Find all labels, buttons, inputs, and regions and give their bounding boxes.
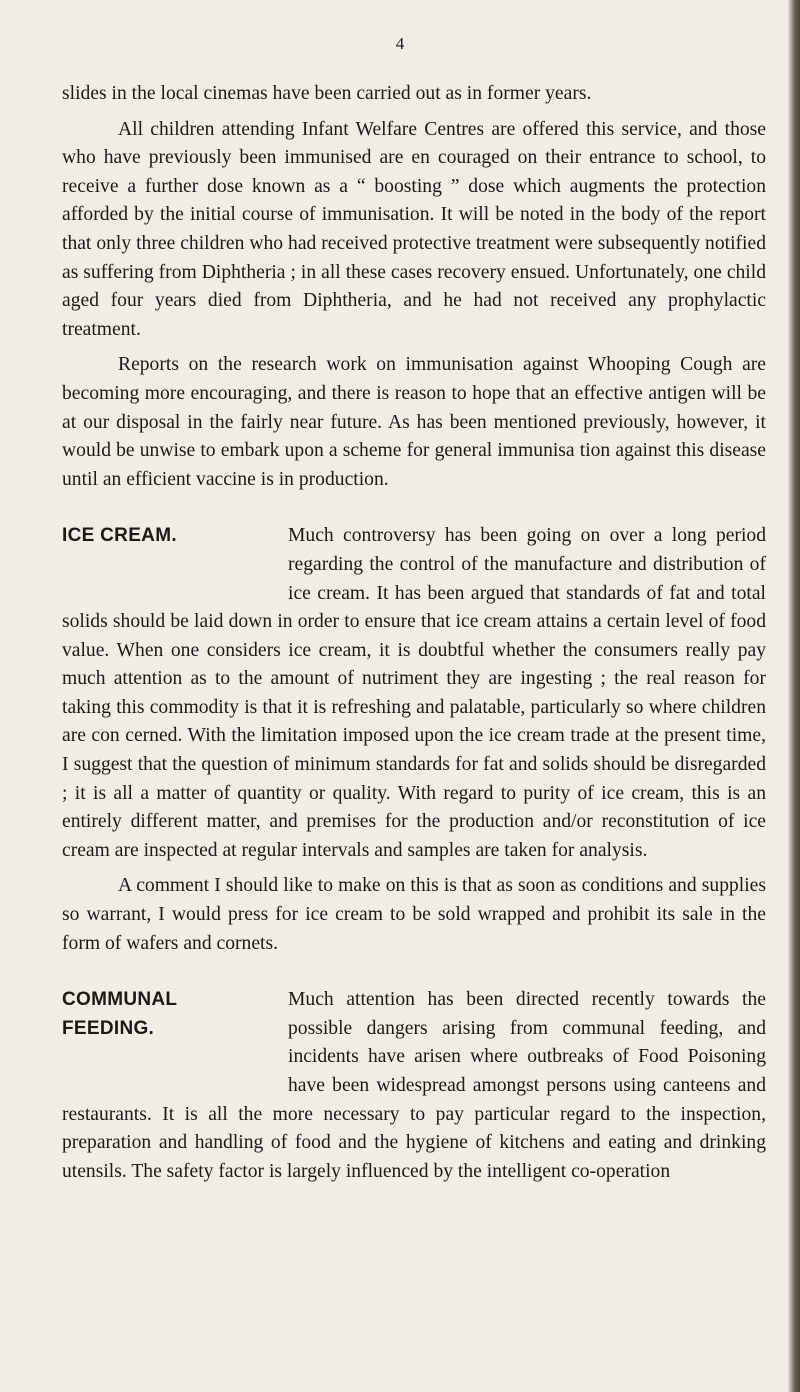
whooping-cough-paragraph: Reports on the research work on immunisation against Whooping Cough are becoming more encouraging, and there is reason to hope that an effective antigen will be at our disposal in the fairly near future. As has been mentioned previously, however, it would be unwise to embark upon a scheme for general immunisa tion against this disease until an efficient vaccine is in production. xyxy=(62,354,766,490)
continuation-paragraph: slides in the local cinemas have been carried out as in former years. xyxy=(62,83,592,104)
communal-feeding-section xyxy=(62,986,766,1186)
ice-cream-heading xyxy=(62,522,288,580)
ice-cream-heading-text: ICE CREAM. xyxy=(62,525,177,547)
immunisation-paragraph: All children attending Infant Welfare Centres are offered this service, and those who have previously been immunised are en couraged on their entrance to school, to receive a further dose known as a “ boosting ” dose which augments the protection afforded by the initial course of immunisation. It will be noted in the body of the report that only three children who had received protective treatment were subsequently notified as suffering from Diphtheria ; in all these cases recovery ensued. Unfortunately, one child aged four years died from Diphtheria, and he had not received any prophylactic treatment. xyxy=(62,118,766,340)
ice-cream-section xyxy=(62,522,766,958)
communal-feeding-heading-line-2: FEEDING. xyxy=(62,1017,155,1039)
document-body xyxy=(62,80,766,1186)
communal-feeding-paragraph: Much attention has been directed recently towards the possible dangers arising from communal feeding, and incidents have arisen where outbreaks of Food Poisoning have been widespread amongst persons using canteens and restaurants. It is all the more necessary to pay particular regard to the inspection, preparation and handling of food and the hygiene of kitchens and eating and drinking utensils. The safety factor is largely influenced by the intelligent co-operation xyxy=(62,989,766,1182)
ice-cream-comment-paragraph: A comment I should like to make on this is that as soon as conditions and supplies so warrant, I would press for ice cream to be sold wrapped and prohibit its sale in the form of wafers and cornets. xyxy=(62,875,766,954)
ice-cream-paragraph: Much controversy has been going on over a long period regarding the control of the manufacture and distribution of ice cream. It has been argued that standards of fat and total solids should be laid down in order to ensure that ice cream attains a certain level of food value. When one considers ice cream, it is doubtful whether the consumers really pay much attention as to the amount of nutriment they are ingesting ; the real reason for taking this commodity is that it is refreshing and palatable, particularly so where children are con cerned. With the limitation imposed upon the ice cream trade at the present time, I suggest that the question of minimum standards for fat and solids should be disregarded ; it is all a matter of quantity or quality. With regard to purity of ice cream, this is an entirely different matter, and premises for the production and/or reconstitution of ice cream are inspected at regular intervals and samples are taken for analysis. xyxy=(62,525,766,861)
communal-feeding-heading-line-1: COMMUNAL xyxy=(62,989,178,1011)
communal-feeding-heading xyxy=(62,986,288,1072)
page-number: 4 xyxy=(395,34,405,53)
page-edge-shadow xyxy=(788,0,800,1392)
